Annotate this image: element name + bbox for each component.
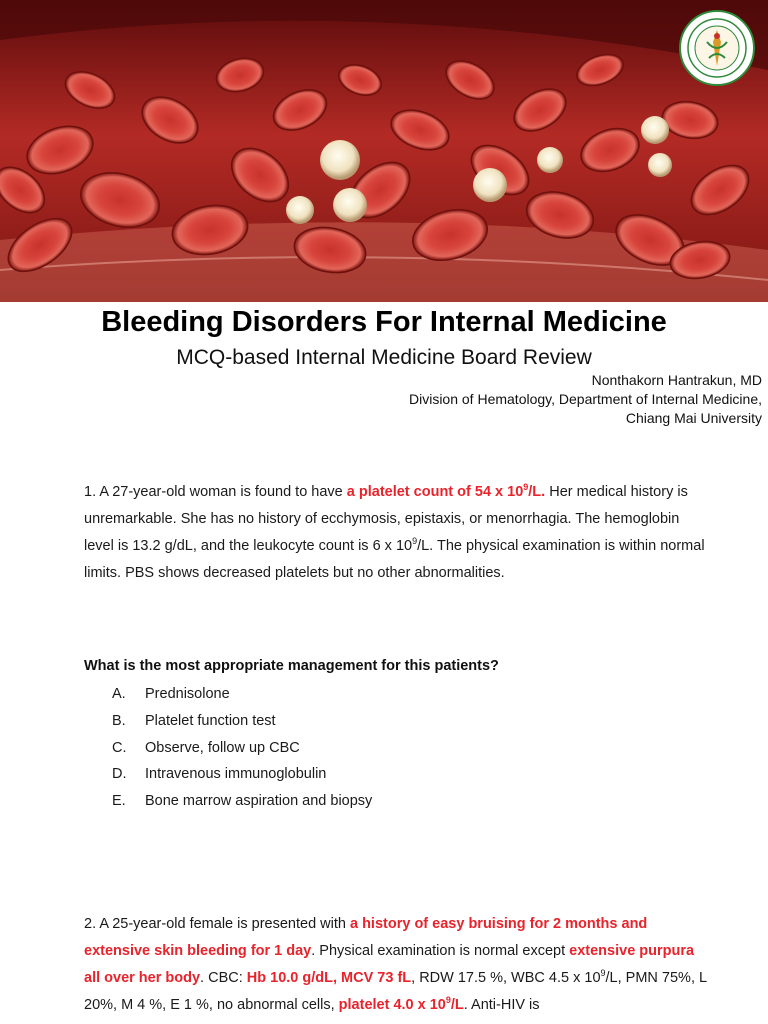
exponent: 9: [412, 536, 418, 547]
author-block: [409, 371, 762, 428]
exponent: 9: [600, 968, 606, 979]
option-text: Prednisolone: [145, 686, 230, 702]
highlight-unit: /L: [450, 997, 464, 1013]
option-letter: A.: [112, 686, 126, 702]
option-e[interactable]: [112, 788, 372, 815]
question-2-text: , RDW 17.5 %, WBC 4.5 x 10: [411, 970, 601, 986]
white-blood-cell: [320, 140, 360, 180]
highlight-text: a platelet count of 54 x 10: [346, 484, 524, 500]
page-title: Bleeding Disorders For Internal Medicine: [101, 306, 667, 338]
white-blood-cell: [537, 147, 563, 173]
option-text: Bone marrow aspiration and biopsy: [145, 793, 373, 810]
question-2-text: . Anti-HIV is: [463, 997, 540, 1013]
question-2-text: . CBC:: [200, 970, 247, 986]
author-name: Nonthakorn Hantrakun, MD: [591, 372, 762, 388]
question-2-highlight: extensive purpura all over her body: [84, 943, 695, 986]
option-d[interactable]: [112, 761, 372, 788]
question-2-stem: [84, 911, 708, 1019]
question-1-stem: [84, 479, 708, 587]
question-2-text: . Physical examination is normal except: [311, 943, 570, 959]
white-blood-cell: [648, 153, 672, 177]
exponent: 9: [445, 995, 451, 1006]
option-a[interactable]: [112, 681, 372, 708]
question-1-text: Her medical history is unremarkable. She has no history of ecchymosis, epistaxis, or menorrhagia. The hemoglobin level is 13.2 g/dL, and the leukocyte count is 6 x 10: [84, 484, 688, 554]
option-letter: B.: [112, 712, 126, 729]
page-subtitle: MCQ-based Internal Medicine Board Review: [176, 346, 592, 369]
affiliation-line-1: Division of Hematology, Department of Internal Medicine,: [408, 391, 762, 407]
question-2-highlight: [339, 997, 464, 1013]
question-2-highlight: Hb 10.0 g/dL, MCV 73 fL: [246, 970, 412, 986]
option-letter: C.: [112, 739, 127, 756]
question-1-text: /L. The physical examination is within normal limits. PBS shows decreased platelets but no other abnormalities.: [84, 538, 705, 581]
university-seal-logo: [679, 10, 755, 86]
option-text: Intravenous immunoglobulin: [145, 766, 327, 783]
highlight-unit: /L.: [528, 484, 546, 500]
question-1-text: 1. A 27-year-old woman is found to have: [84, 484, 347, 500]
highlight-text: platelet 4.0 x 10: [338, 997, 446, 1013]
option-text: Platelet function test: [145, 712, 276, 729]
header-banner-image: [0, 0, 768, 302]
question-2-highlight: a history of easy bruising for 2 months and extensive skin bleeding for 1 day: [84, 916, 648, 959]
option-text: Observe, follow up CBC: [145, 739, 300, 756]
answer-options-list: [112, 681, 372, 815]
white-blood-cell: [641, 116, 669, 144]
question-1-highlight: [347, 484, 545, 500]
white-blood-cell: [333, 188, 367, 222]
option-b[interactable]: [112, 708, 372, 735]
option-letter: D.: [112, 766, 127, 783]
white-blood-cell: [473, 168, 507, 202]
affiliation-line-2: Chiang Mai University: [625, 410, 762, 426]
white-blood-cell: [286, 196, 314, 224]
question-2-text: 2. A 25-year-old female is presented with: [84, 916, 350, 932]
question-2-text: /L, PMN 75%, L 20%, M 4 %, E 1 %, no abnormal cells,: [84, 970, 707, 1013]
option-c[interactable]: [112, 735, 372, 762]
exponent: 9: [523, 482, 529, 493]
question-1-prompt: What is the most appropriate management for this patients?: [84, 658, 499, 674]
option-letter: E.: [112, 793, 126, 810]
